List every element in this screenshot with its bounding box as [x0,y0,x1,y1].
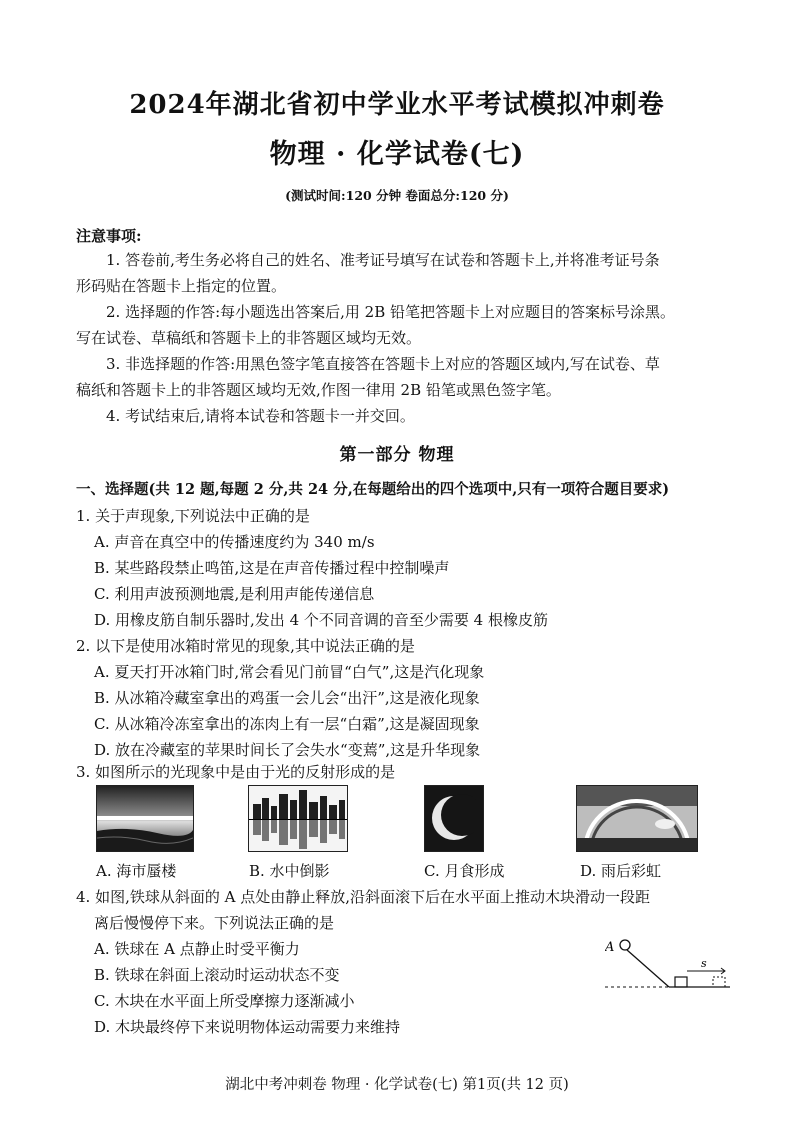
wood-block [675,977,687,987]
part-heading: 一、选择题(共 12 题,每题 2 分,共 24 分,在每题给出的四个选项中,只有一项符合题目要求) [76,481,670,498]
notice-line: 4. 考试结束后,请将本试卷和答题卡一并交回。 [106,407,415,425]
question-option: A. 声音在真空中的传播速度约为 340 m/s [94,533,375,551]
question-stem: 离后慢慢停下来。下列说法正确的是 [94,914,335,932]
question-option: A. 铁球在 A 点静止时受平衡力 [94,940,300,958]
question-option: B. 铁球在斜面上滚动时运动状态不变 [94,966,340,984]
picture-caption: A. 海市蜃楼 [96,862,177,880]
notice-line: 1. 答卷前,考生务必将自己的姓名、准考证号填写在试卷和答题卡上,并将准考证号条 [106,251,660,269]
notice-line: 稿纸和答题卡上的非答题区域均无效,作图一律用 2B 铅笔或黑色签字笔。 [76,381,561,399]
page-footer: 湖北中考冲刺卷 物理 · 化学试卷(七) 第1页(共 12 页) [225,1077,569,1093]
incline-diagram [605,935,735,995]
question-stem: 1. 关于声现象,下列说法中正确的是 [76,507,310,525]
rainbow-photo [576,785,698,852]
notice-line: 写在试卷、草稿纸和答题卡上的非答题区域均无效。 [76,329,422,347]
question-option: D. 放在冷藏室的苹果时间长了会失水“变蔫”,这是升华现象 [94,741,481,759]
picture-caption: D. 雨后彩虹 [580,862,662,880]
question-option: B. 从冰箱冷藏室拿出的鸡蛋一会儿会“出汗”,这是液化现象 [94,689,480,707]
eclipse-photo [424,785,484,852]
question-stem: 2. 以下是使用冰箱时常见的现象,其中说法正确的是 [76,637,415,655]
picture-caption: C. 月食形成 [424,862,505,880]
notice-line: 形码贴在答题卡上指定的位置。 [76,277,287,295]
section-title: 第一部分 物理 [339,445,455,465]
notice-heading: 注意事项: [76,227,142,245]
picture-caption: B. 水中倒影 [249,862,330,880]
mirage-photo [96,785,194,852]
main-title: 2024年湖北省初中学业水平考试模拟冲刺卷 [129,90,665,120]
question-option: D. 用橡皮筋自制乐器时,发出 4 个不同音调的音至少需要 4 根橡皮筋 [94,611,548,629]
wood-block-final [713,977,725,987]
notice-line: 2. 选择题的作答:每小题选出答案后,用 2B 铅笔把答题卡上对应题目的答案标号涂黑。 [106,303,676,321]
incline-slope [627,950,669,987]
question-stem: 4. 如图,铁球从斜面的 A 点处由静止释放,沿斜面滚下后在水平面上推动木块滑动一段距 [76,888,650,906]
sub-title: 物理 · 化学试卷(七) [269,139,525,170]
point-a-label: A [605,940,615,955]
distance-label: s [701,957,707,970]
question-option: A. 夏天打开冰箱门时,常会看见门前冒“白气”,这是汽化现象 [94,663,485,681]
question-stem: 3. 如图所示的光现象中是由于光的反射形成的是 [76,763,396,781]
question-option: C. 利用声波预测地震,是利用声能传递信息 [94,585,375,603]
iron-ball [620,940,630,950]
reflection-photo [248,785,348,852]
exam-info: (测试时间:120 分钟 卷面总分:120 分) [285,188,509,203]
question-option: C. 木块在水平面上所受摩擦力逐渐减小 [94,992,355,1010]
question-option: C. 从冰箱冷冻室拿出的冻肉上有一层“白霜”,这是凝固现象 [94,715,480,733]
question-option: D. 木块最终停下来说明物体运动需要力来维持 [94,1018,401,1036]
notice-line: 3. 非选择题的作答:用黑色签字笔直接答在答题卡上对应的答题区域内,写在试卷、草 [106,355,660,373]
question-option: B. 某些路段禁止鸣笛,这是在声音传播过程中控制噪声 [94,559,450,577]
